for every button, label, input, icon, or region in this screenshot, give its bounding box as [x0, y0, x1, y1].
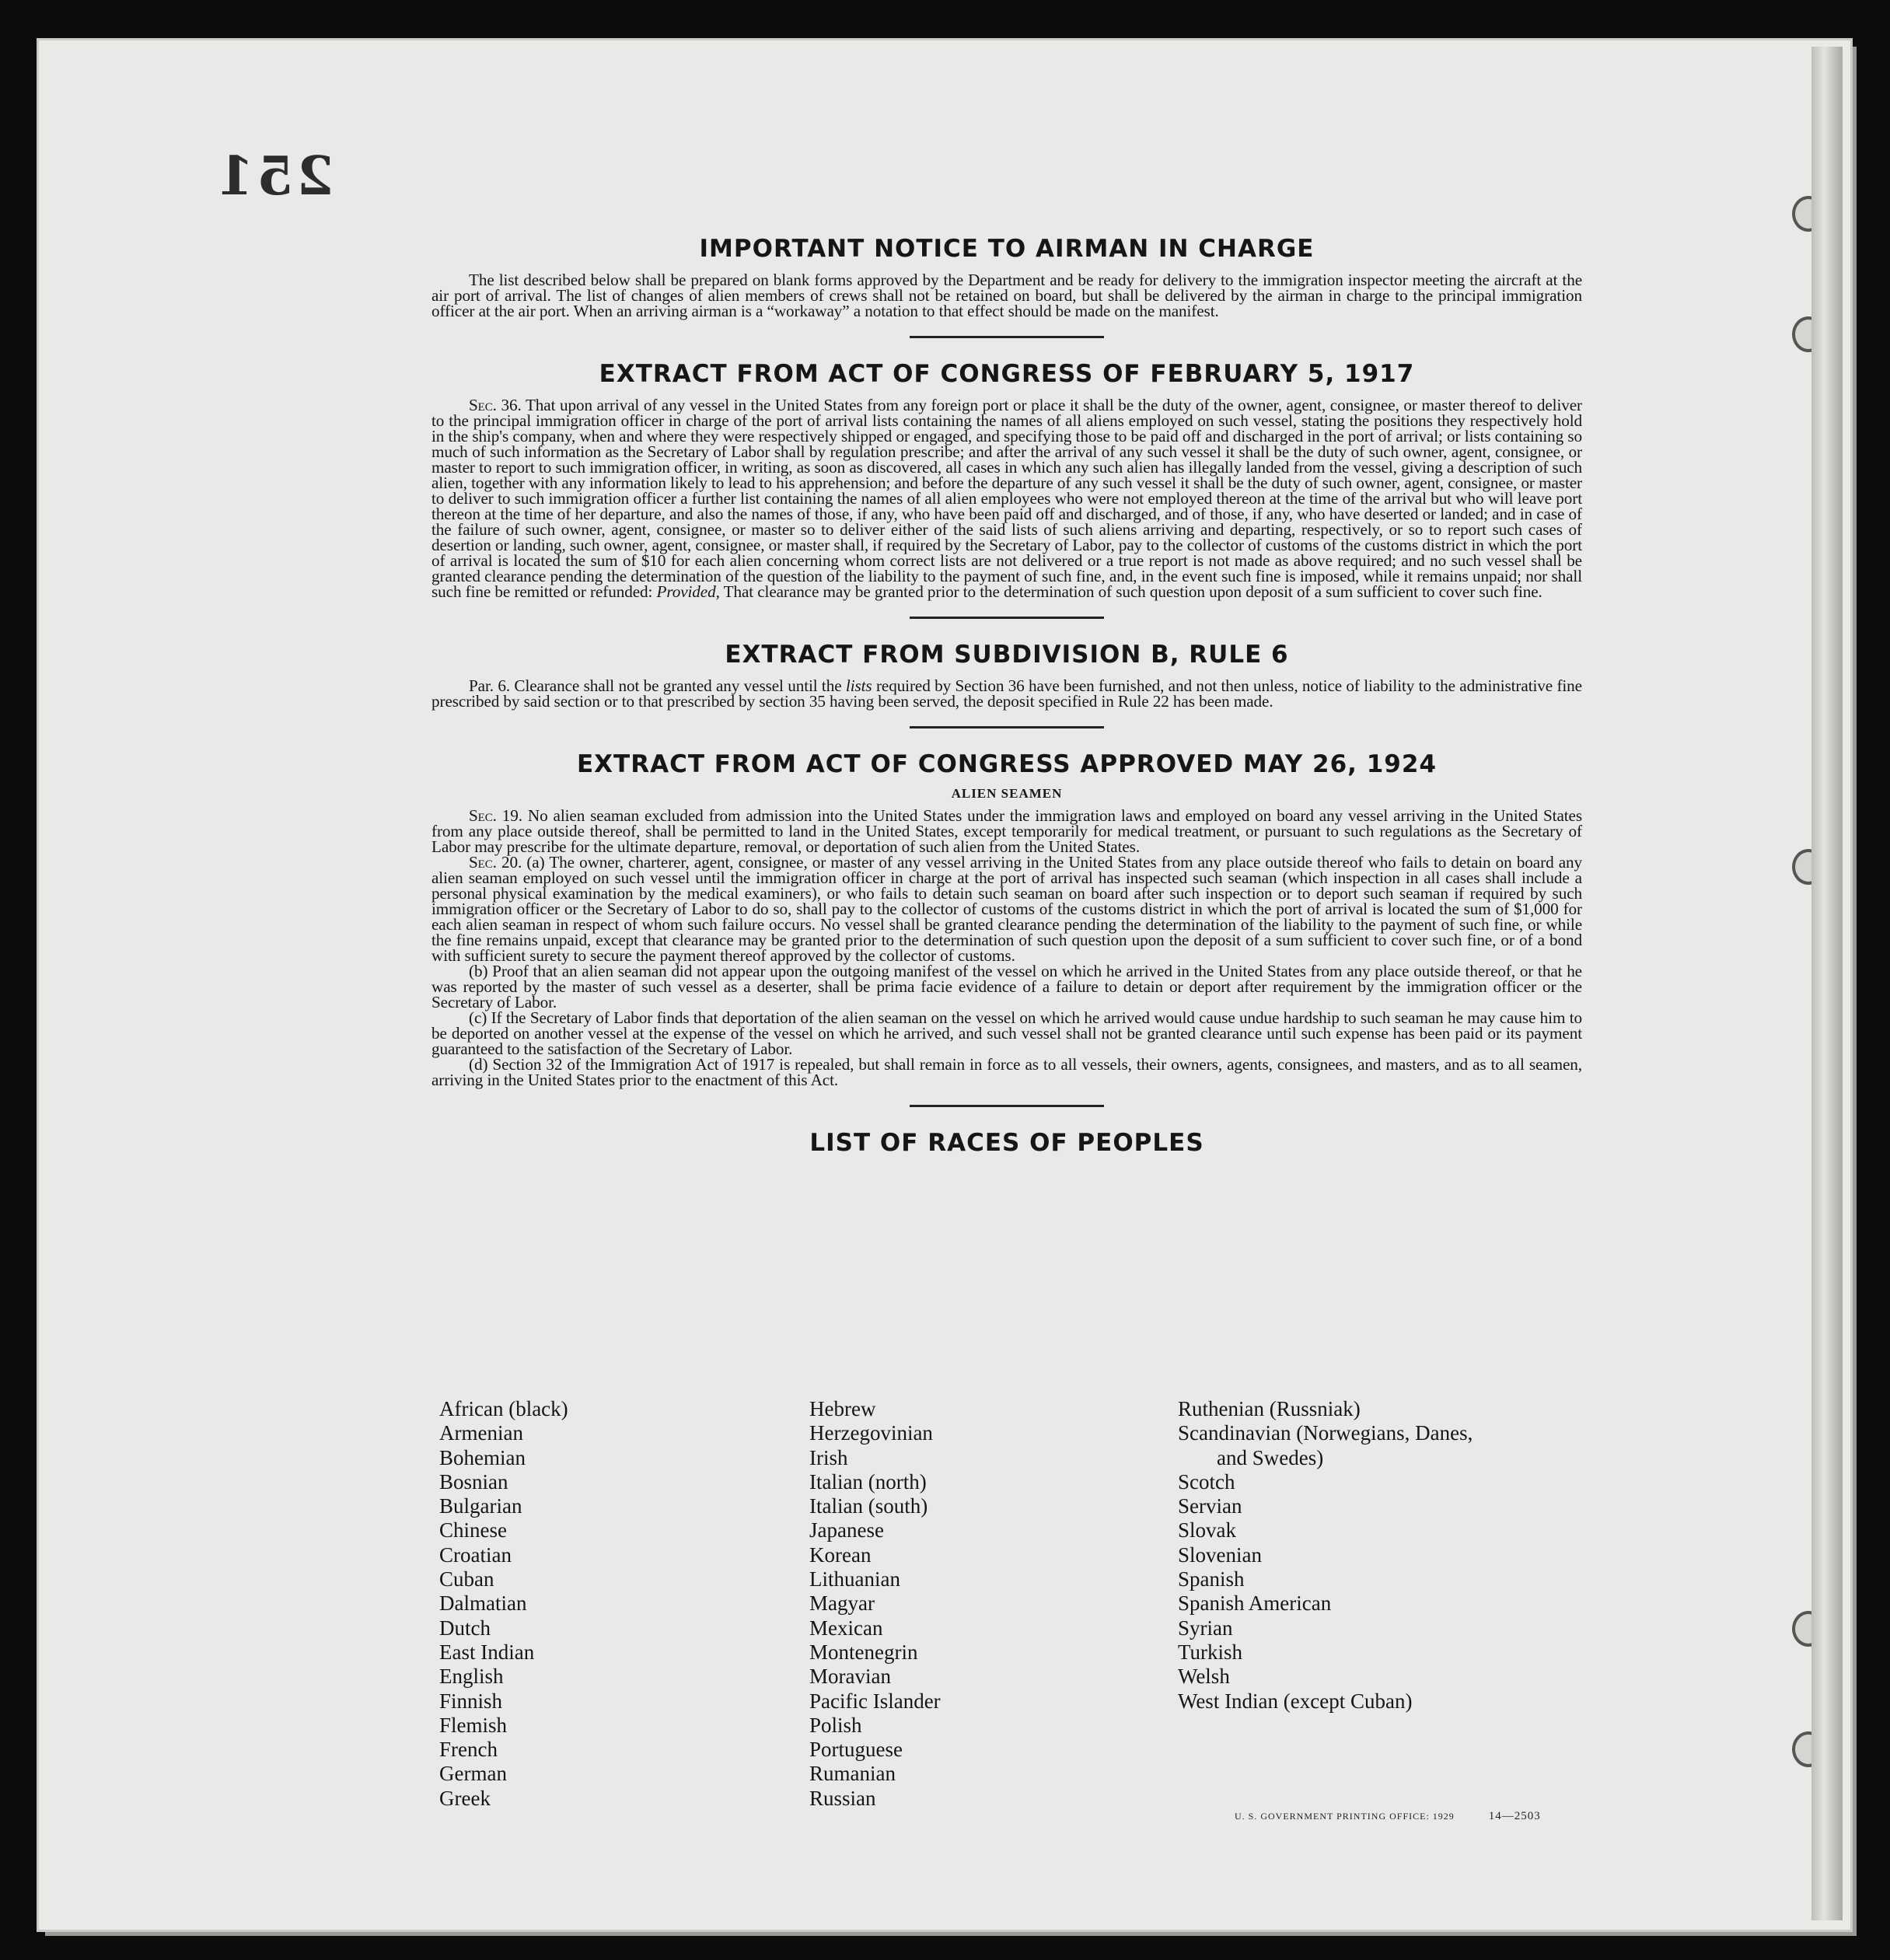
race-item: Korean [809, 1542, 872, 1567]
race-item: Turkish [1178, 1640, 1243, 1664]
race-item: Croatian [439, 1542, 512, 1567]
race-item: Polish [809, 1713, 862, 1737]
races-column-2 [809, 1397, 1167, 1811]
provided-label: Provided, [656, 582, 720, 601]
race-item: Cuban [439, 1567, 494, 1591]
race-item: Mexican [809, 1616, 883, 1640]
race-item: African (black) [439, 1397, 568, 1420]
race-item: Scotch [1178, 1469, 1235, 1494]
race-item: Bohemian [439, 1445, 526, 1469]
race-item: Syrian [1178, 1616, 1233, 1640]
race-item: Servian [1178, 1494, 1242, 1518]
race-item: Portuguese [809, 1738, 903, 1762]
rule-6-body [431, 678, 1582, 709]
race-item: Irish [809, 1445, 848, 1469]
race-item: French [439, 1738, 498, 1762]
rule-6-text-start: Par. 6. Clearance shall not be granted any vessel until the [469, 676, 842, 695]
section-label: Sec. 19. [469, 806, 522, 825]
act-1917-title: EXTRACT FROM ACT OF CONGRESS OF FEBRUARY 5, 1917 [599, 360, 1415, 388]
race-item: Pacific Islander [809, 1689, 941, 1713]
section-text: No alien seaman excluded from admission into the United States under the immigration laws and employed on board any vessel arriving in the United States from any place outside thereof, shall be permitted to land in the United States, except temporarily for medical treatment, or pursuant to such regulations as the Secretary of Labor may prescribe for the ultimate departure, removal, or deportation of such alien from the United States. [431, 806, 1582, 856]
section-divider [910, 726, 1104, 728]
race-item: Welsh [1178, 1665, 1230, 1689]
race-item: East Indian [439, 1640, 535, 1664]
race-item: Ruthenian (Russniak) [1178, 1397, 1361, 1420]
race-item: Italian (north) [809, 1469, 927, 1494]
race-item: and Swedes) [1217, 1445, 1324, 1469]
sec-20a-paragraph [431, 854, 1582, 963]
races-column-1 [439, 1397, 797, 1811]
races-title: LIST OF RACES OF PEOPLES [809, 1129, 1204, 1157]
race-item: English [439, 1665, 504, 1689]
section-divider [910, 1105, 1104, 1107]
race-item: Italian (south) [809, 1494, 928, 1518]
section-label: Sec. 36. [469, 396, 522, 414]
race-item: Slovak [1178, 1518, 1237, 1542]
race-item: Lithuanian [809, 1567, 900, 1591]
section-text: That upon arrival of any vessel in the United States from any foreign port or place it shall be the duty of the owner, agent, consignee, or master thereof to deliver to the principal immigration officer in charge of the port of arrival lists containing the names of all aliens employed on such vessel, stating the positions they respectively hold in the ship's company, when and where they were respectively shipped or engaged, and specifying those to be paid off and discharged in the port of arrival; or lists containing so much of such information as the Secretary of Labor shall by regulation prescribe; and after the arrival of any such vessel it shall be the duty of such owner, agent, consignee, or master to report to such immigration officer, in writing, as soon as discovered, all cases in which any such alien has illegally landed from the vessel, giving a description of such alien, together with any information likely to lead to his apprehension; and before the departure of any such vessel it shall be the duty of such owner, agent, consignee, or master to deliver to such immigration officer a further list containing the names of all alien employees who were not employed thereon at the time of the arrival but who will leave port thereon at the time of her departure, and also the names of those, if any, who have been paid off and discharged, and of those, if any, who have deserted or landed; and in case of the failure of such owner, agent, consignee, or master so to deliver either of the said lists of such aliens arriving and departing, respectively, or so to report such cases of desertion or landing, such owner, agent, consignee, or master shall, if required by the Secretary of Labor, pay to the collector of customs of the customs district in which the port of arrival is located the sum of $10 for each alien concerning whom correct lists are not delivered or a true report is not made as above required; and no such vessel shall be granted clearance pending the determination of the question of the liability to the payment of such fine, and, in the event such fine is imposed, while it remains unpaid; nor shall such fine be remitted or refunded: [431, 396, 1582, 601]
race-item: West Indian (except Cuban) [1178, 1689, 1413, 1713]
races-column-3 [1178, 1397, 1535, 1714]
race-item: German [439, 1762, 507, 1786]
section-divider [910, 336, 1104, 338]
race-item: Chinese [439, 1518, 507, 1542]
rule-6-section [431, 641, 1582, 709]
document-page [39, 40, 1850, 1930]
race-item: Magyar [809, 1591, 875, 1616]
race-item: Montenegrin [809, 1640, 918, 1664]
rule-6-title: EXTRACT FROM SUBDIVISION B, RULE 6 [725, 641, 1289, 669]
printer-line: U. S. GOVERNMENT PRINTING OFFICE: 1929 [1235, 1811, 1455, 1822]
race-item: Moravian [809, 1665, 891, 1689]
section-text: (a) The owner, charterer, agent, consignee, or master of any vessel arriving in the United States from any place outside thereof who fails to detain on board any alien seaman employed on such vessel until the immigration officer in charge at the port of arrival has inspected such seaman (which inspection in all cases shall include a personal physical examination by the medical examiners), or who fails to detain such seaman on board after such inspection or to deport such seaman if required by such immigration officer or the Secretary of Labor to do so, shall pay to the collector of customs of the customs district in which the port of arrival is located the sum of $1,000 for each alien seaman in respect of whom such failure occurs. No vessel shall be granted clearance pending the determination of the liability to the payment of such fine, or while the fine remains unpaid, except that clearance may be granted prior to the determination of such question upon the deposit of a sum sufficient to cover such fine, or of a bond with sufficient surety to secure the payment thereof approved by the collector of customs. [431, 853, 1582, 965]
race-item: Spanish [1178, 1567, 1245, 1591]
sec-20d-paragraph: (d) Section 32 of the Immigration Act of 1917 is repealed, but shall remain in force as to all vessels, their owners, agents, consignees, and masters, and as to all seamen, arriving in the United States prior to the enactment of this Act. [431, 1055, 1582, 1089]
act-1917-body [431, 397, 1582, 599]
race-item: Dalmatian [439, 1591, 527, 1616]
form-code: 14—2503 [1488, 1810, 1541, 1822]
race-item: Armenian [439, 1421, 523, 1445]
race-item: Bulgarian [439, 1494, 522, 1518]
printer-footer [1235, 1810, 1541, 1823]
sec-19-paragraph [431, 808, 1582, 854]
notice-content [431, 235, 1582, 1166]
alien-seamen-subtitle: ALIEN SEAMEN [951, 786, 1063, 801]
sec-20b-paragraph: (b) Proof that an alien seaman did not appear upon the outgoing manifest of the vessel on which he arrived in the United States from any place outside thereof, or that he was reported by the master of such vessel as a deserter, shall be prima facie evidence of a failure to detain or deport after requirement by the immigration officer or the Secretary of Labor. [431, 962, 1582, 1011]
race-item: Japanese [809, 1518, 884, 1542]
section-divider [910, 617, 1104, 619]
race-item: Hebrew [809, 1397, 876, 1420]
airman-notice-section [431, 235, 1582, 319]
race-item: Russian [809, 1786, 876, 1810]
sec-20c-paragraph: (c) If the Secretary of Labor finds that deportation of the alien seaman on the vessel on which he arrived would cause undue hardship to such seaman he may cause him to be deported on another vessel at the expense of the vessel on which he arrived, and such vessel shall not be granted clearance until such expense has been paid or its payment guaranteed to the satisfaction of the Secretary of Labor. [431, 1008, 1582, 1058]
section-label: Sec. 20. [469, 853, 522, 872]
race-item: Greek [439, 1786, 491, 1810]
act-1924-section [431, 750, 1582, 1088]
stacked-pages-edge [1811, 47, 1843, 1920]
lists-word: lists [845, 676, 872, 695]
race-item: Slovenian [1178, 1542, 1262, 1567]
rule-6-text-end: required by Section 36 have been furnished, and not then unless, notice of liability to the administrative fine prescribed by said section or to that prescribed by section 35 having been served, the deposit specified in Rule 22 has been made. [431, 676, 1582, 711]
race-item: Dutch [439, 1616, 491, 1640]
page-stamp-number: 251 [214, 145, 334, 208]
notice-body: The list described below shall be prepared on blank forms approved by the Department and be ready for delivery to the immigration inspector meeting the aircraft at the air port of arrival. The list of changes of alien members of crews shall not be retained on board, but shall be delivered by the airman in charge to the principal immigration officer at the air port. When an arriving airman is a “workaway” a notation to that effect should be made on the manifest. [431, 271, 1582, 320]
act-1924-title: EXTRACT FROM ACT OF CONGRESS APPROVED MAY 26, 1924 [576, 750, 1438, 778]
race-item: Herzegovinian [809, 1421, 933, 1445]
race-item: Scandinavian (Norwegians, Danes, [1178, 1421, 1473, 1445]
race-item: Finnish [439, 1689, 503, 1713]
race-item: Rumanian [809, 1762, 896, 1786]
race-item: Flemish [439, 1713, 508, 1737]
race-item: Spanish American [1178, 1591, 1332, 1616]
section-text-end: That clearance may be granted prior to the determination of such question upon deposit of a sum sufficient to cover such fine. [723, 582, 1542, 601]
race-item: Bosnian [439, 1469, 508, 1494]
act-1917-section [431, 360, 1582, 599]
notice-title: IMPORTANT NOTICE TO AIRMAN IN CHARGE [699, 235, 1315, 263]
